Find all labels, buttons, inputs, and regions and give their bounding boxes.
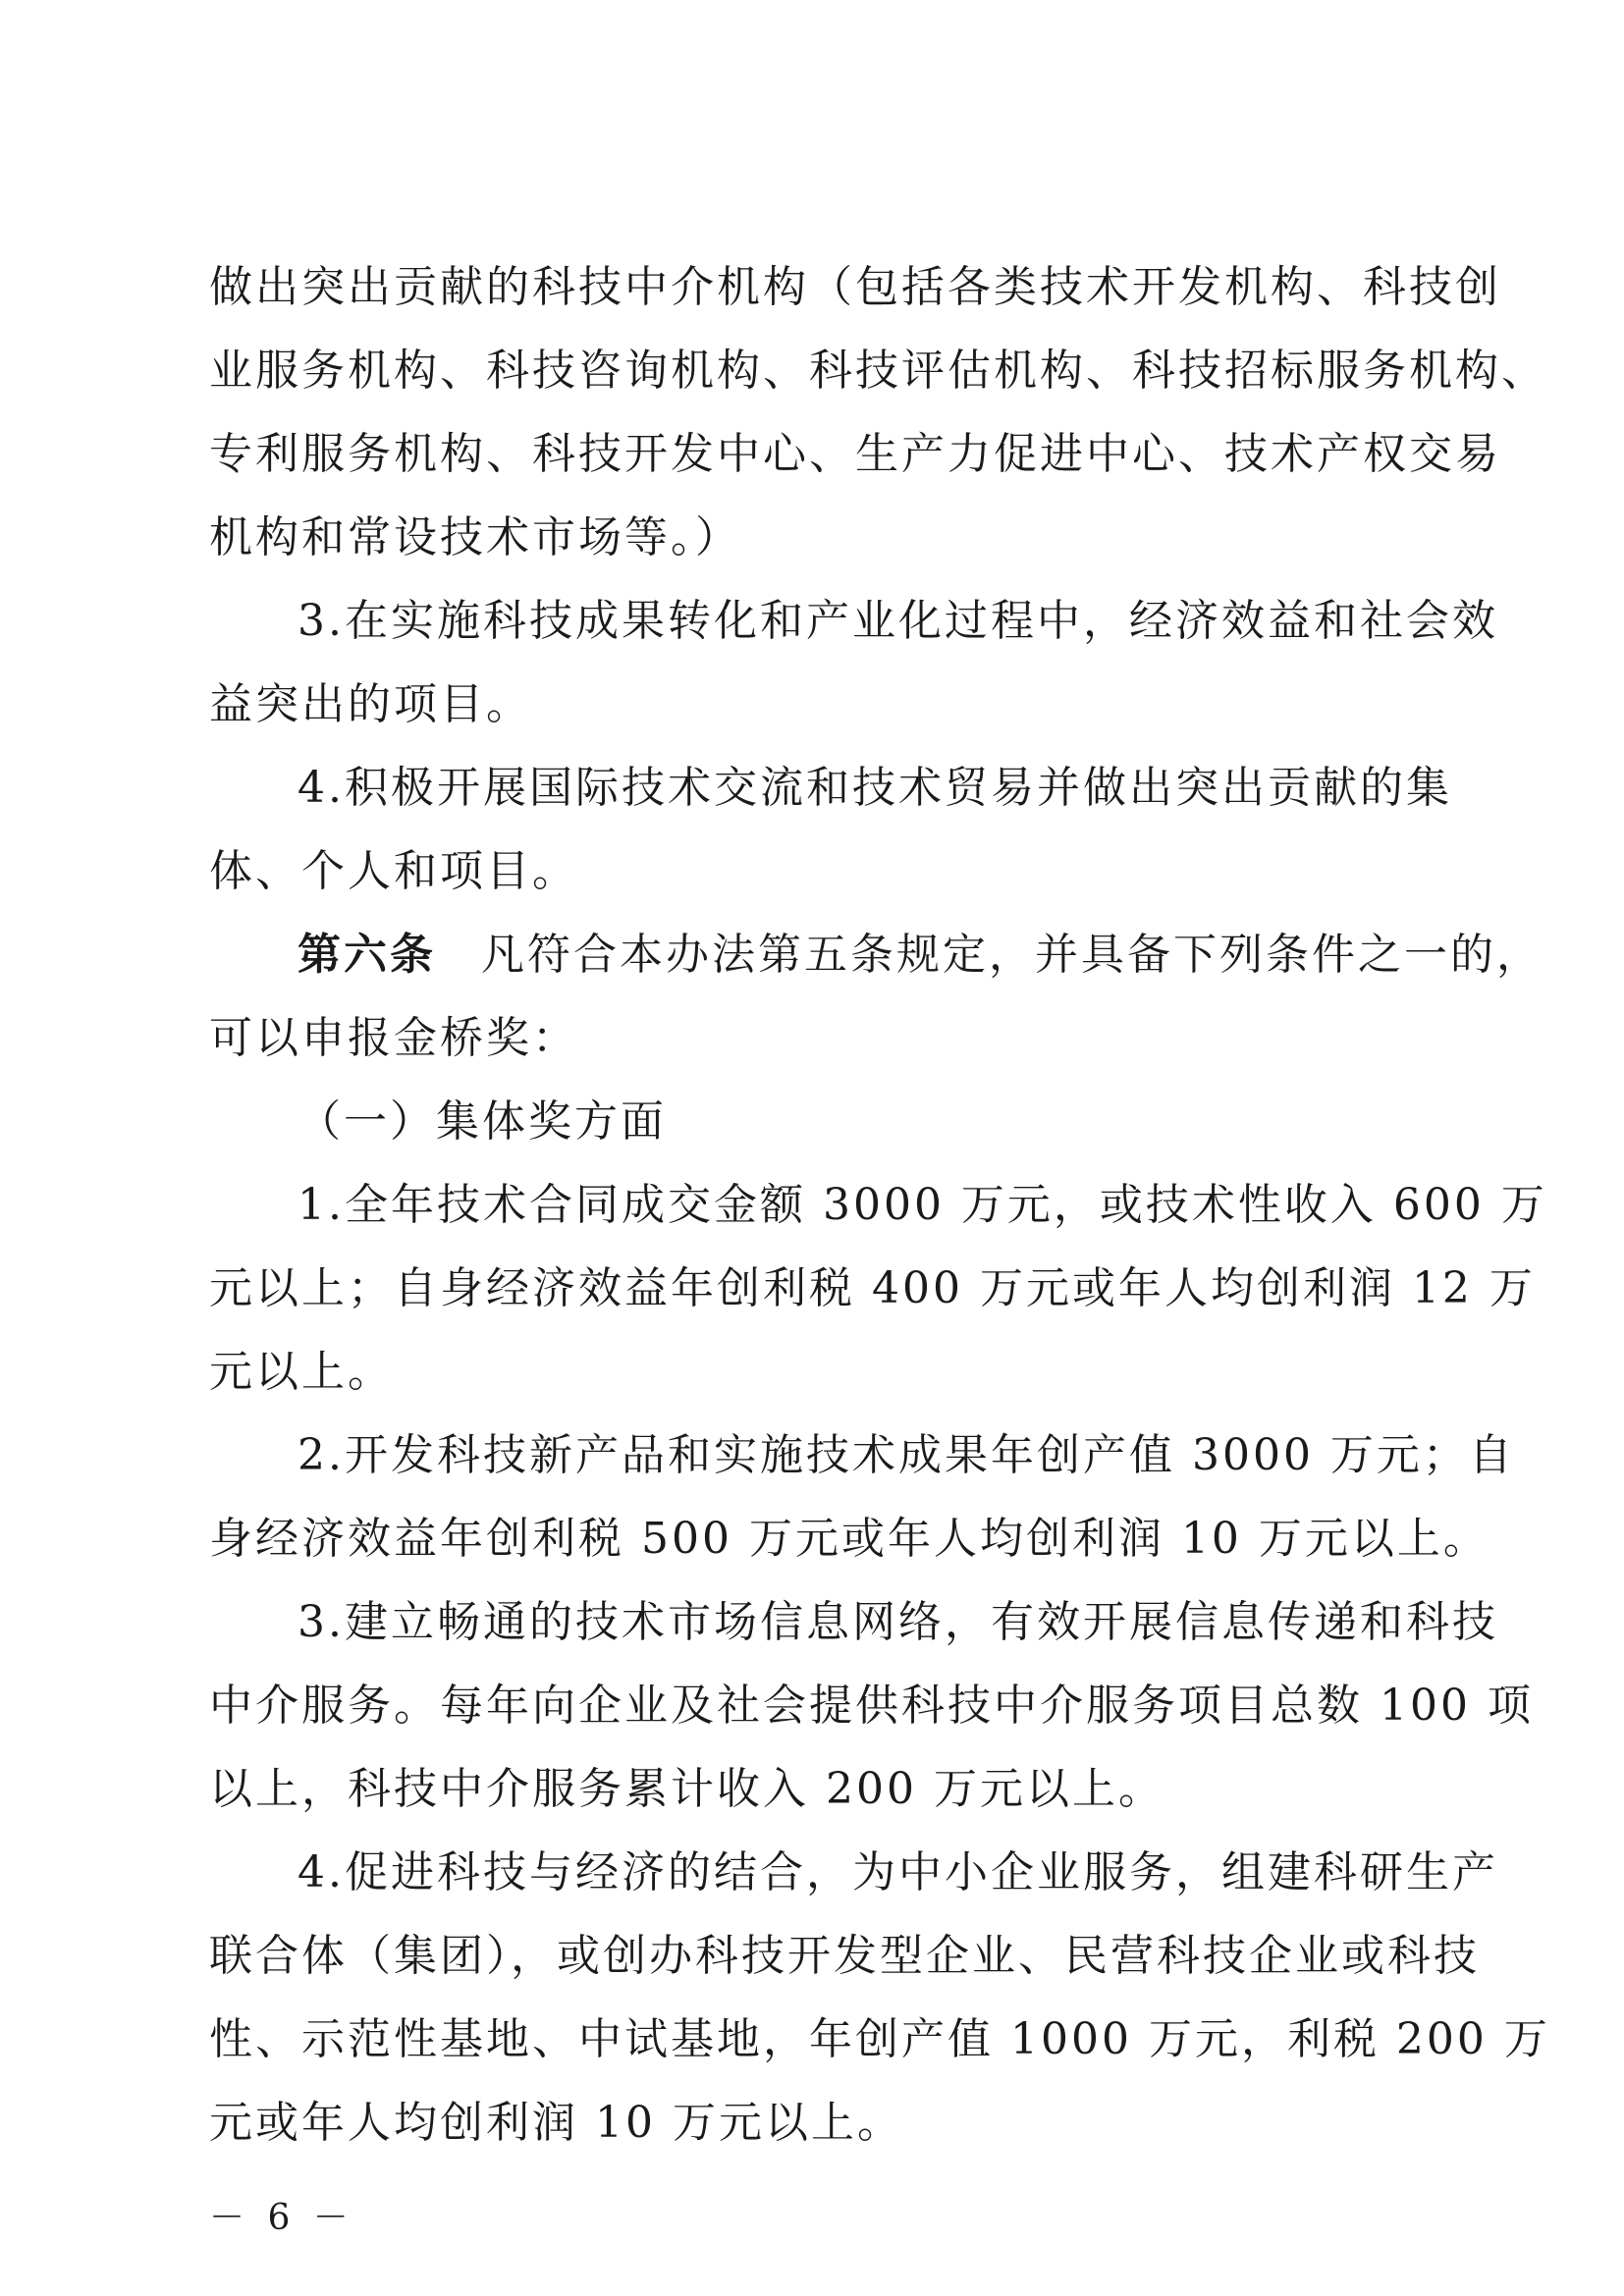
text-line: 可以申报金桥奖：	[209, 1013, 578, 1063]
text-line: 1.全年技术合同成交金额 3000 万元，或技术性收入 600 万	[298, 1180, 1547, 1230]
text-line: 业服务机构、科技咨询机构、科技评估机构、科技招标服务机构、	[209, 346, 1547, 396]
text-line: 元以上；自身经济效益年创利税 400 万元或年人均创利润 12 万	[209, 1263, 1536, 1313]
text-line: 元或年人均创利润 10 万元以上。	[209, 2098, 903, 2148]
article-label: 第六条	[298, 930, 436, 980]
article-paragraph-line	[298, 926, 1543, 985]
text-line: 性、示范性基地、中试基地，年创产值 1000 万元，利税 200 万	[209, 2014, 1550, 2064]
text-line: 联合体（集团），或创办科技开发型企业、民营科技企业或科技	[209, 1931, 1480, 1981]
text-line: 机构和常设技术市场等。）	[209, 512, 741, 562]
text-line: 专利服务机构、科技开发中心、生产力促进中心、技术产权交易	[209, 429, 1501, 479]
text-line: 4.促进科技与经济的结合，为中小企业服务，组建科研生产	[298, 1847, 1498, 1897]
section-heading: （一）集体奖方面	[298, 1096, 667, 1147]
page-number: － 6 －	[209, 2198, 354, 2238]
text-line: 益突出的项目。	[209, 679, 532, 729]
text-line: 3.建立畅通的技术市场信息网络，有效开展信息传递和科技	[298, 1597, 1498, 1647]
text-line: 以上，科技中介服务累计收入 200 万元以上。	[209, 1764, 1164, 1814]
text-line: 4.积极开展国际技术交流和技术贸易并做出突出贡献的集	[298, 763, 1452, 813]
text-line: 体、个人和项目。	[209, 846, 578, 896]
text-line: 中介服务。每年向企业及社会提供科技中介服务项目总数 100 项	[209, 1681, 1534, 1731]
text-line: 身经济效益年创利税 500 万元或年人均创利润 10 万元以上。	[209, 1514, 1489, 1564]
text-line: 3.在实施科技成果转化和产业化过程中，经济效益和社会效	[298, 596, 1498, 646]
text-line: 做出突出贡献的科技中介机构（包括各类技术开发机构、科技创	[209, 262, 1501, 312]
text-line: 元以上。	[209, 1347, 394, 1397]
article-text: 凡符合本办法第五条规定，并具备下列条件之一的，	[481, 930, 1543, 980]
text-line: 2.开发科技新产品和实施技术成果年创产值 3000 万元；自	[298, 1430, 1515, 1480]
